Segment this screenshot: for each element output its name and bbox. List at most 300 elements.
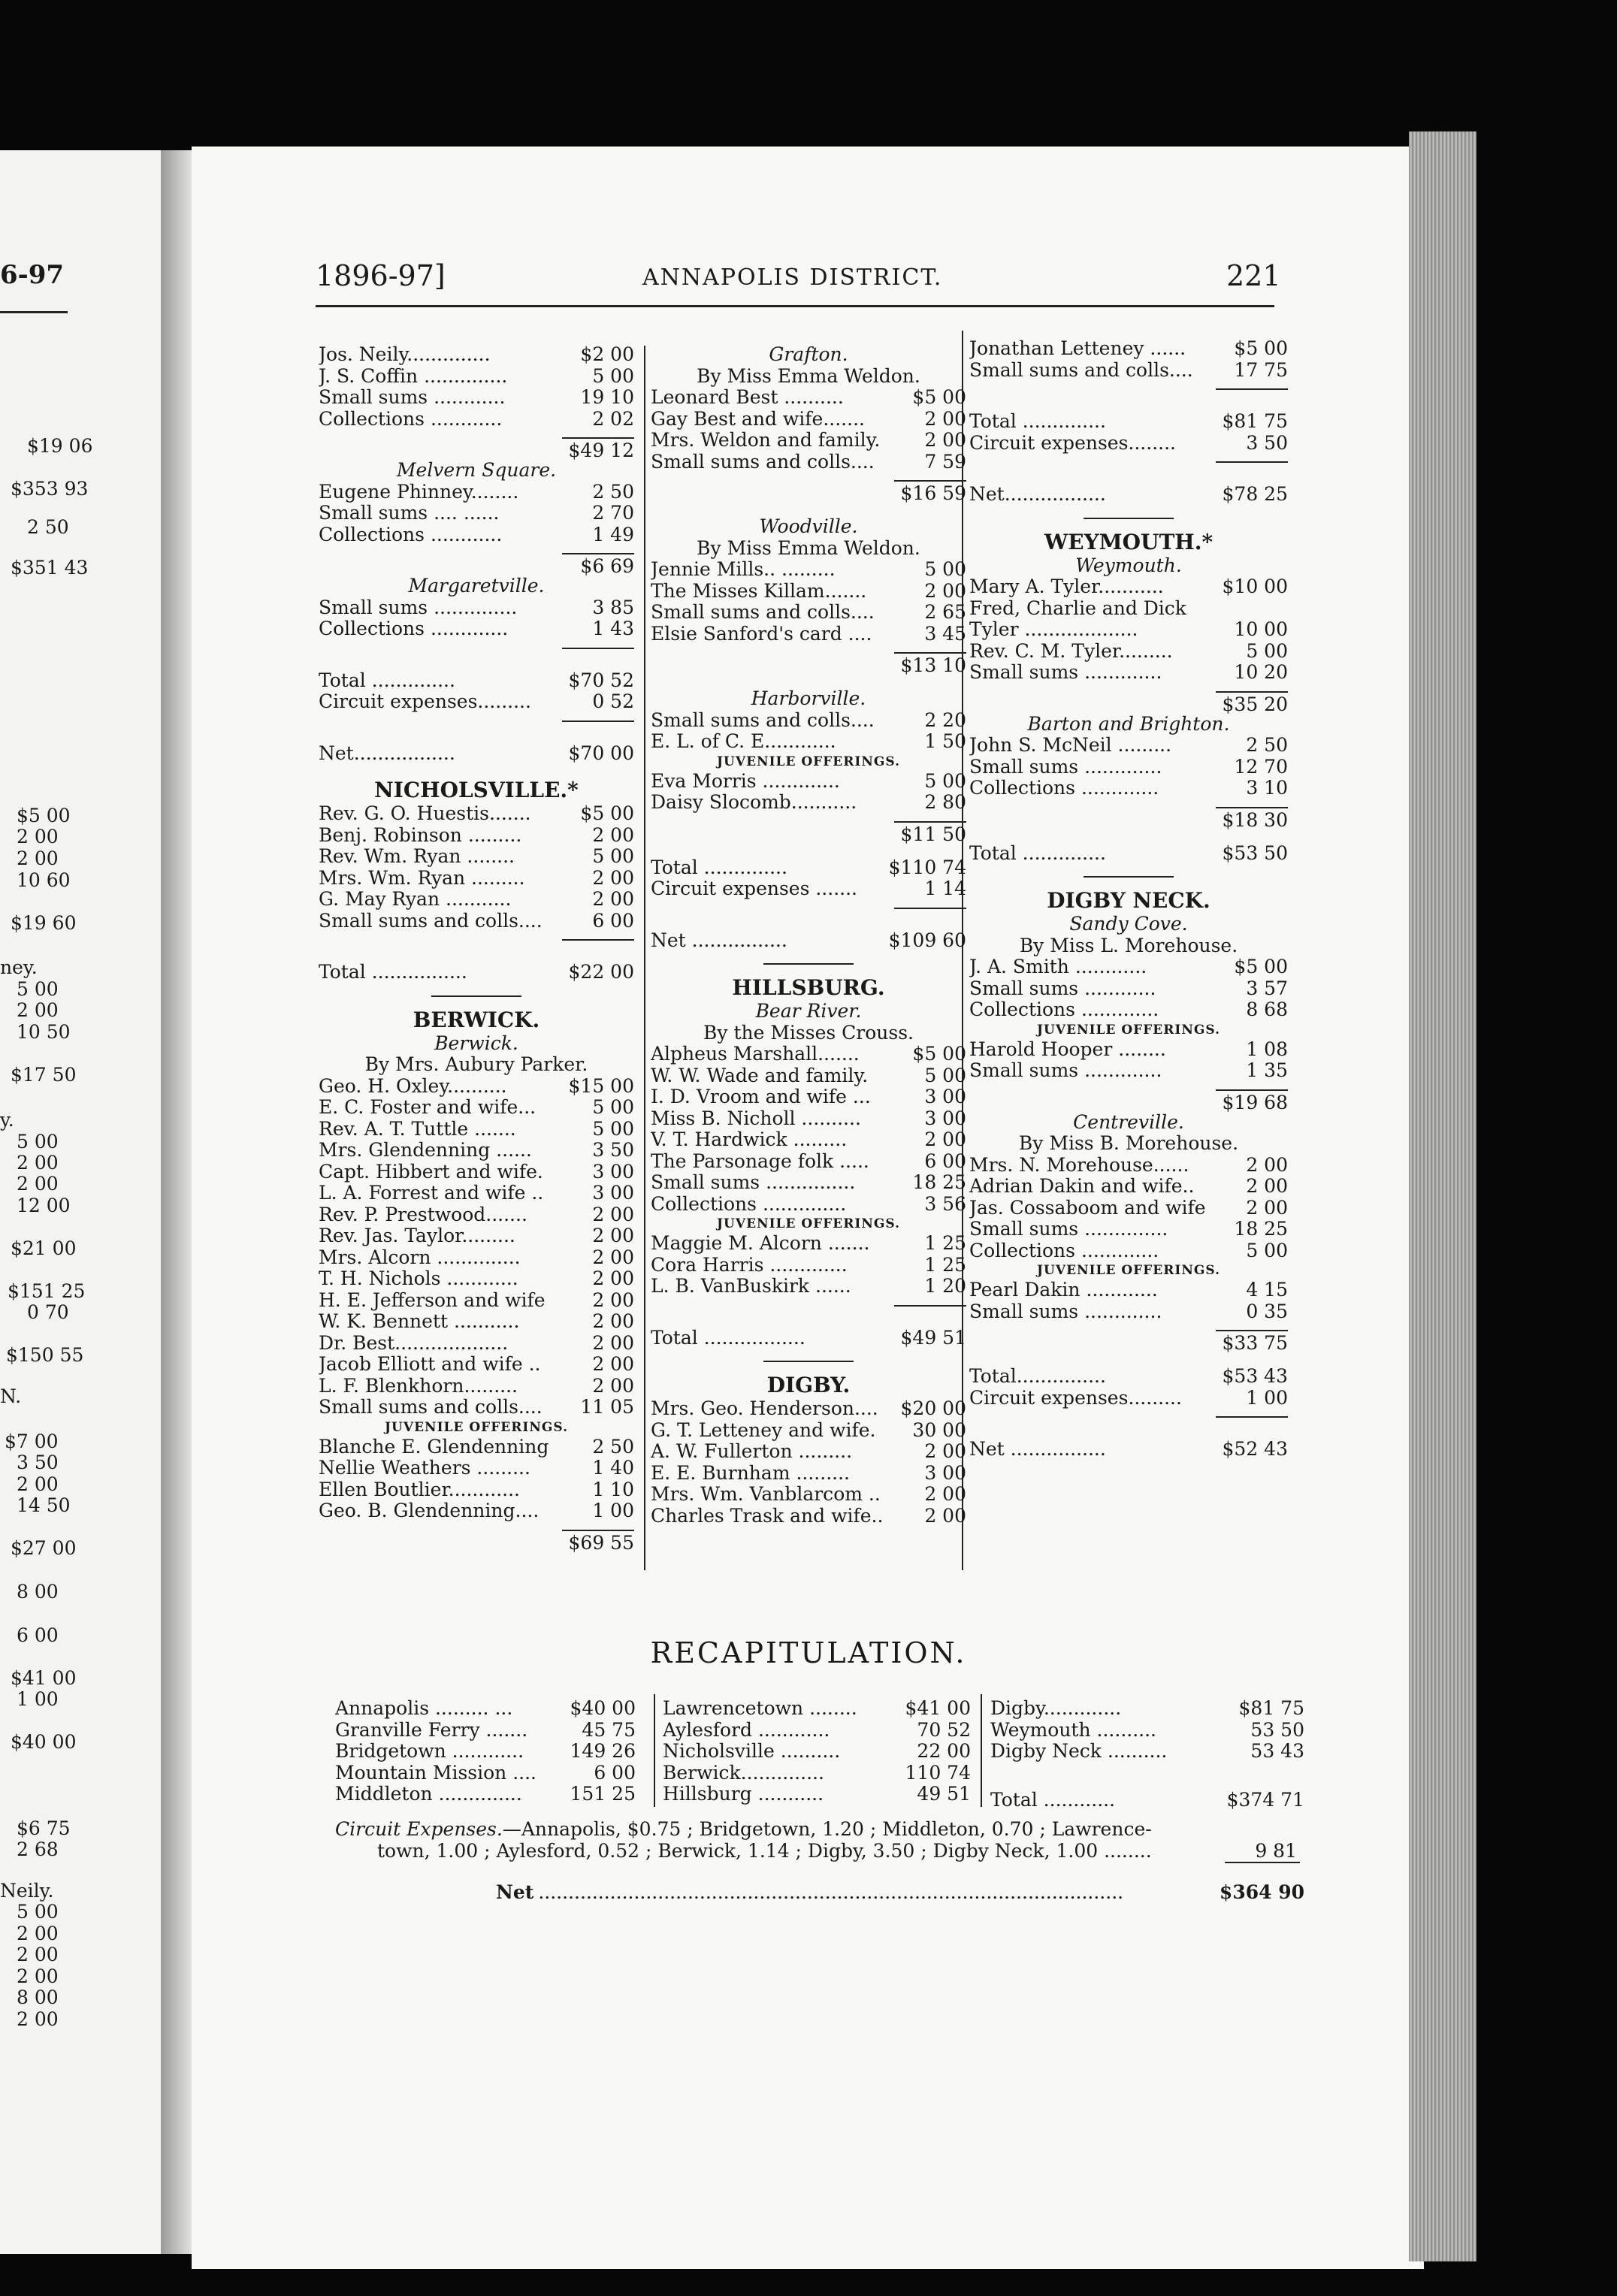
entry-row: [969, 641, 1288, 663]
subtotal-amount: [894, 908, 966, 930]
recap-row: [335, 1763, 636, 1784]
collector-line: By Miss L. Morehouse.: [1019, 934, 1238, 956]
entry-label: Mrs. Geo. Henderson....: [651, 1398, 878, 1419]
entry-row: [969, 735, 1288, 757]
entry-amount: 2 00: [592, 1374, 634, 1397]
entry-label: W. W. Wade and family.: [651, 1065, 869, 1086]
subtotal: [319, 932, 634, 962]
entry-amount: 2 00: [592, 888, 634, 910]
entry-amount: 1 20: [924, 1275, 966, 1297]
entry-label: Net.................: [969, 484, 1106, 505]
entry-label: Mrs. Weldon and family.: [651, 430, 881, 451]
entry-amount: $81 75: [1222, 410, 1288, 432]
recap-label: Bridgetown ............: [335, 1741, 524, 1762]
entry-row: [319, 387, 634, 409]
entry-label: Total...............: [969, 1366, 1106, 1387]
entry-row: [969, 338, 1288, 360]
left-page-line: $21 00: [11, 1237, 77, 1259]
spacer: [969, 1352, 1288, 1366]
entry-label: Total ................: [319, 962, 467, 983]
entry-label: Rev. C. M. Tyler.........: [969, 640, 1173, 662]
circuit-heading: BERWICK.: [413, 1007, 540, 1032]
subtotal-amount: [1216, 388, 1288, 411]
entry-row: [969, 978, 1288, 1000]
entry-amount: $5 00: [580, 802, 634, 824]
subtotal-amount: $11 50: [894, 821, 966, 844]
subtotal: [651, 645, 966, 675]
entry-label: Circuit expenses.........: [319, 691, 531, 712]
entry-amount: 2 00: [592, 1267, 634, 1289]
left-page-rule: [0, 311, 68, 313]
entry-amount: 1 49: [592, 523, 634, 545]
left-page-line: $5 00: [17, 805, 71, 826]
circuit-expenses-text-2: town, 1.00 ; Aylesford, 0.52 ; Berwick, 1.14 ; Digby, 3.50 ; Digby Neck, 1.00 ........: [377, 1840, 1152, 1862]
entry-amount: 2 00: [924, 429, 966, 451]
subtotal-amount: [562, 648, 634, 670]
entry-amount: $52 43: [1222, 1438, 1288, 1460]
recap-label: Berwick..............: [663, 1762, 824, 1784]
entry-amount: 3 00: [924, 1107, 966, 1129]
entry-label: Collections ............: [319, 408, 503, 430]
entry-label: Cora Harris .............: [651, 1254, 848, 1276]
entry-label: Small sums .............: [969, 1060, 1162, 1081]
entry-label: Small sums and colls....: [651, 602, 875, 623]
entry-amount: 5 00: [592, 845, 634, 867]
entry-amount: $53 43: [1222, 1365, 1288, 1387]
left-page-line: 1 00: [17, 1688, 59, 1710]
entry-label: Alpheus Marshall.......: [651, 1044, 860, 1065]
left-page-line: 3 50: [17, 1452, 59, 1473]
entry-amount: 2 00: [924, 1440, 966, 1462]
entry-row: [969, 1155, 1288, 1177]
circuit-heading: DIGBY.: [766, 1373, 851, 1397]
entry-amount: 0 52: [592, 690, 634, 712]
entry-label: Eva Morris .............: [651, 770, 840, 792]
entry-label: Small sums .............: [969, 1301, 1162, 1322]
spacer: [651, 503, 966, 516]
recap-title: RECAPITULATION.: [650, 1636, 967, 1669]
entry-amount: 1 43: [592, 618, 634, 639]
column-3: [969, 338, 1288, 1461]
entry-amount: 2 00: [592, 1225, 634, 1246]
entry-label: Circuit expenses .......: [651, 878, 857, 899]
entry-row: [969, 1219, 1288, 1240]
entry-amount: 2 00: [924, 407, 966, 430]
subtotal-amount: $19 68: [1216, 1089, 1288, 1112]
entry-label: Collections .............: [319, 618, 509, 639]
location-heading: Sandy Cove.: [1069, 913, 1188, 935]
left-page-line: 2 00: [17, 1965, 59, 1987]
recap-column-1: [335, 1698, 636, 1805]
recap-row: [990, 1790, 1304, 1811]
entry-row: [319, 1354, 634, 1376]
entry-row: [319, 911, 634, 932]
entry-amount: 2 70: [592, 502, 634, 524]
circuit-expenses: [335, 1818, 1297, 1862]
recap-amount: 49 51: [917, 1783, 971, 1805]
entry-amount: $20 00: [900, 1397, 966, 1419]
entry-amount: 4 15: [1246, 1279, 1288, 1301]
entry-row: [969, 360, 1288, 382]
entry-row: [969, 619, 1288, 641]
entry-label: Adrian Dakin and wife..: [969, 1176, 1195, 1197]
recap-label: Aylesford ............: [663, 1719, 830, 1741]
subtotal: [319, 545, 634, 576]
entry-row: [969, 778, 1288, 799]
juvenile-offerings-label: JUVENILE OFFERINGS.: [1037, 1263, 1220, 1278]
collector-line: By Mrs. Aubury Parker.: [364, 1053, 588, 1075]
left-page-line: 6 00: [17, 1624, 59, 1646]
recap-row: [663, 1741, 971, 1763]
column-1: [319, 344, 634, 1552]
entry-row: [651, 1172, 966, 1194]
left-page-line: $19 60: [11, 912, 77, 934]
collector-line: By Miss B. Morehouse.: [1018, 1132, 1239, 1154]
recap-row: [990, 1763, 1304, 1784]
subtotal-amount: [562, 721, 634, 743]
circuit-heading: HILLSBURG.: [732, 975, 885, 1000]
circuit-expenses-text: —Annapolis, $0.75 ; Bridgetown, 1.20 ; Middleton, 0.70 ; Lawrence-: [502, 1818, 1152, 1840]
left-page-line: 2 00: [17, 826, 59, 847]
entry-amount: 5 00: [924, 558, 966, 580]
entry-label: E. E. Burnham .........: [651, 1462, 850, 1484]
entry-amount: 3 00: [592, 1160, 634, 1183]
section-separator: [1084, 518, 1174, 519]
entry-row: [651, 1194, 966, 1216]
entry-label: Rev. G. O. Huestis.......: [319, 803, 531, 824]
subtotal-amount: $49 12: [562, 437, 634, 460]
entry-row: [319, 618, 634, 640]
entry-label: I. D. Vroom and wife ...: [651, 1086, 871, 1107]
entry-row: [969, 1439, 1288, 1461]
entry-label: Miss B. Nicholl ..........: [651, 1107, 861, 1129]
entry-label: Mrs. Wm. Vanblarcom ..: [651, 1484, 881, 1505]
recap-amount: $41 00: [905, 1697, 971, 1719]
entry-row: [969, 433, 1288, 455]
entry-row: [319, 503, 634, 524]
entry-amount: 1 10: [592, 1478, 634, 1500]
entry-row: [651, 710, 966, 732]
collector-line: By Miss Emma Weldon.: [697, 536, 920, 559]
collector-line: By Miss Emma Weldon.: [697, 364, 920, 387]
entry-amount: $5 00: [912, 386, 966, 408]
recap-amount: 22 00: [917, 1740, 971, 1762]
spacer: [651, 675, 966, 688]
entry-row: [651, 771, 966, 793]
location-heading: Harborville.: [751, 687, 866, 709]
entry-amount: 3 50: [1246, 431, 1288, 454]
column-divider-1: [644, 346, 645, 1570]
entry-amount: 5 00: [924, 769, 966, 792]
subtotal-amount: [1216, 461, 1288, 484]
recap-row: [335, 1720, 636, 1742]
recap-label: Total ............: [990, 1790, 1116, 1811]
entry-row: [319, 482, 634, 503]
entry-label: Small sums and colls....: [319, 910, 543, 932]
subtotal-amount: $16 59: [894, 480, 966, 503]
entry-amount: 1 40: [592, 1457, 634, 1479]
entry-row: [651, 1463, 966, 1485]
subtotal-amount: [562, 939, 634, 962]
entry-amount: 10 20: [1234, 661, 1288, 683]
entry-amount: 6 00: [592, 909, 634, 932]
entry-amount: 3 10: [1246, 777, 1288, 799]
recap-row: [663, 1698, 971, 1720]
entry-row: [319, 846, 634, 868]
entry-amount: 2 80: [924, 791, 966, 813]
entry-row: [651, 731, 966, 753]
left-page-line: $27 00: [11, 1537, 77, 1559]
circuit-heading: NICHOLSVILLE.*: [374, 778, 579, 802]
subtotal: [969, 1082, 1288, 1112]
entry-amount: 2 00: [1246, 1175, 1288, 1197]
left-page-line: 5 00: [17, 1131, 59, 1153]
entry-label: L. A. Forrest and wife ..: [319, 1183, 544, 1204]
left-page-line: 8 00: [17, 1986, 59, 2008]
entry-label: Small sums and colls....: [651, 451, 875, 473]
recap-row: [663, 1720, 971, 1742]
entry-amount: $15 00: [568, 1074, 634, 1097]
subtotal: [319, 1522, 634, 1552]
recap-divider-2: [981, 1694, 982, 1807]
entry-amount: 11 05: [580, 1396, 634, 1418]
left-page-line: $6 75: [17, 1817, 71, 1839]
entry-row: [969, 843, 1288, 865]
entry-label: Fred, Charlie and Dick: [969, 597, 1186, 619]
location-heading: Woodville.: [759, 515, 858, 537]
entry-row: [651, 1151, 966, 1173]
net-dots: ..................................................................................................: [538, 1881, 1124, 1903]
left-page-line: $7 00: [5, 1430, 59, 1452]
entry-amount: 1 08: [1246, 1038, 1288, 1060]
page-number: 221: [1226, 259, 1281, 292]
entry-row: [319, 366, 634, 388]
recap-divider-1: [654, 1694, 655, 1807]
subtotal: [969, 1409, 1288, 1439]
left-page-line: $17 50: [11, 1064, 77, 1086]
subtotal-amount: $35 20: [1216, 691, 1288, 714]
entry-amount: 3 00: [924, 1086, 966, 1107]
entry-amount: 2 65: [924, 601, 966, 623]
section-separator: [431, 995, 521, 997]
circuit-expenses-total: 9 81: [1255, 1840, 1297, 1862]
entry-row: [319, 803, 634, 825]
entry-row: [651, 878, 966, 900]
entry-amount: 3 45: [924, 622, 966, 645]
entry-label: Circuit expenses.........: [969, 1387, 1182, 1409]
recap-amount: 45 75: [582, 1718, 636, 1741]
entry-label: Benj. Robinson .........: [319, 824, 522, 846]
entry-amount: $110 74: [888, 856, 966, 878]
entry-amount: $70 52: [568, 669, 634, 691]
entry-amount: 2 50: [1246, 734, 1288, 756]
entry-amount: $78 25: [1222, 483, 1288, 505]
entry-row: [319, 889, 634, 911]
net-value: $364 90: [1219, 1881, 1304, 1903]
recap-label: Lawrencetown ........: [663, 1698, 857, 1719]
entry-row: [651, 1065, 966, 1087]
entry-row: [651, 792, 966, 814]
recap-amount: 149 26: [570, 1740, 636, 1762]
entry-amount: 3 56: [924, 1192, 966, 1215]
circuit-heading: DIGBY NECK.: [1047, 888, 1210, 913]
entry-label: Total .................: [651, 1327, 805, 1349]
entry-row: [969, 484, 1288, 506]
entry-amount: 2 20: [924, 708, 966, 731]
entry-row: [319, 825, 634, 847]
entry-label: Collections .............: [969, 999, 1159, 1020]
recap-row: [335, 1741, 636, 1763]
entry-label: Collections .............: [969, 1240, 1159, 1261]
subtotal-amount: [1216, 1416, 1288, 1439]
entry-amount: 2 50: [592, 1435, 634, 1458]
section-separator: [1084, 876, 1174, 878]
entry-row: [319, 1333, 634, 1355]
recap-row: [990, 1698, 1304, 1720]
entry-label: Circuit expenses........: [969, 432, 1176, 454]
entry-label: Mrs. Alcorn ..............: [319, 1246, 521, 1268]
location-heading: Berwick.: [434, 1032, 518, 1054]
entry-label: Small sums ...............: [651, 1172, 856, 1193]
entry-label: Total ..............: [319, 669, 455, 691]
entry-row: [319, 1076, 634, 1098]
entry-label: Dr. Best...................: [319, 1332, 509, 1354]
entry-row: [651, 1420, 966, 1442]
entry-amount: 3 57: [1246, 977, 1288, 999]
entry-label: Net ................: [651, 929, 787, 951]
entry-amount: $53 50: [1222, 841, 1288, 864]
entry-label: Small sums .............: [969, 756, 1162, 778]
left-page-line: $19 06: [27, 435, 93, 457]
entry-row: [969, 662, 1288, 684]
recap-amount: 151 25: [570, 1783, 636, 1805]
entry-label: Rev. P. Prestwood.......: [319, 1204, 527, 1225]
left-page-line: 5 00: [17, 1901, 59, 1923]
entry-amount: 6 00: [924, 1150, 966, 1172]
entry-row: [319, 344, 634, 366]
entry-amount: 1 00: [1246, 1386, 1288, 1409]
location-heading: Margaretville.: [408, 575, 545, 597]
entry-label: Rev. Wm. Ryan ........: [319, 846, 515, 867]
recap-row: [990, 1741, 1304, 1763]
recap-amount: $81 75: [1238, 1697, 1304, 1719]
subtotal-amount: $18 30: [1216, 807, 1288, 829]
entry-amount: $5 00: [1234, 337, 1288, 359]
entry-row: [651, 1108, 966, 1130]
subtotal-amount: $69 55: [562, 1530, 634, 1552]
entry-label: Mrs. Wm. Ryan .........: [319, 867, 525, 889]
entry-row: [651, 581, 966, 603]
entry-label: Ellen Boutlier............: [319, 1479, 521, 1500]
recap-label: Mountain Mission ....: [335, 1762, 536, 1784]
column-2: [651, 344, 966, 1527]
recap-label: Annapolis ......... ...: [335, 1698, 513, 1719]
entry-row: [319, 691, 634, 713]
left-page-line: $40 00: [11, 1731, 77, 1753]
entry-label: Net ................: [969, 1439, 1106, 1460]
left-page-line: $353 93: [11, 478, 89, 500]
entry-row: [319, 1119, 634, 1140]
entry-label: Small sums .............: [969, 662, 1162, 683]
entry-amount: 2 00: [592, 1310, 634, 1332]
recap-column-2: [663, 1698, 971, 1805]
entry-label: Geo. B. Glendenning....: [319, 1500, 540, 1521]
entry-amount: 2 00: [924, 579, 966, 602]
juvenile-offerings-label: JUVENILE OFFERINGS.: [717, 1216, 900, 1231]
location-heading: Melvern Square.: [396, 459, 557, 481]
entry-label: G. T. Letteney and wife.: [651, 1419, 876, 1441]
recap-label: Hillsburg ...........: [663, 1784, 824, 1805]
entry-label: V. T. Hardwick .........: [651, 1129, 848, 1150]
entry-row: [319, 1458, 634, 1479]
entry-label: J. S. Coffin ..............: [319, 365, 508, 387]
entry-label: The Misses Killam.......: [651, 580, 867, 602]
net-label: Net: [496, 1881, 534, 1903]
entry-label: Small sums ..............: [969, 1219, 1168, 1240]
recap-amount: 6 00: [594, 1761, 636, 1784]
entry-row: [319, 1397, 634, 1418]
entry-amount: 3 00: [592, 1182, 634, 1204]
entry-amount: 5 00: [924, 1064, 966, 1086]
entry-label: Mrs. N. Morehouse......: [969, 1154, 1189, 1176]
entry-row: [969, 411, 1288, 433]
entry-row: [969, 956, 1288, 978]
entry-label: Small sums and colls....: [319, 1397, 543, 1418]
entry-label: Collections ..............: [651, 1193, 847, 1215]
entry-row: [969, 1388, 1288, 1409]
entry-row: [651, 1129, 966, 1151]
left-page-line: 5 00: [17, 978, 59, 1000]
entry-label: Leonard Best ..........: [651, 387, 844, 408]
entry-amount: 0 35: [1246, 1300, 1288, 1322]
entry-row: [319, 670, 634, 692]
page-title: ANNAPOLIS DISTRICT.: [642, 264, 943, 291]
entry-label: H. E. Jefferson and wife: [319, 1289, 546, 1311]
recap-label: Digby Neck ..........: [990, 1741, 1168, 1762]
entry-label: Jas. Cossaboom and wife: [969, 1197, 1206, 1219]
recap-label: Digby.............: [990, 1698, 1122, 1719]
entry-amount: 2 02: [592, 407, 634, 430]
subtotal: [319, 713, 634, 743]
subtotal: [651, 1298, 966, 1328]
entry-row: [319, 1204, 634, 1226]
entry-amount: 2 00: [592, 1203, 634, 1225]
recap-row: [663, 1763, 971, 1784]
recap-label: Middleton ..............: [335, 1784, 522, 1805]
entry-amount: $109 60: [888, 929, 966, 951]
entry-amount: 2 00: [1246, 1196, 1288, 1219]
subtotal: [651, 900, 966, 930]
entry-label: Blanche E. Glendenning: [319, 1436, 549, 1458]
entry-label: G. May Ryan ...........: [319, 889, 512, 910]
entry-row: [969, 1301, 1288, 1323]
location-heading: Weymouth.: [1075, 554, 1182, 576]
entry-label: Tyler ...................: [969, 619, 1138, 640]
left-page-line: 2 00: [17, 1923, 59, 1944]
entry-label: Total ..............: [969, 842, 1106, 864]
entry-amount: 3 85: [592, 596, 634, 618]
entry-label: Harold Hooper ........: [969, 1038, 1166, 1060]
entry-amount: 1 25: [924, 1253, 966, 1276]
entry-row: [319, 409, 634, 430]
entry-label: Maggie M. Alcorn .......: [651, 1233, 870, 1254]
entry-amount: 2 00: [592, 866, 634, 889]
left-page-line: ney.: [0, 956, 38, 978]
section-separator: [763, 1361, 854, 1362]
entry-row: [319, 743, 634, 765]
entry-row: [319, 1247, 634, 1269]
entry-amount: 30 00: [912, 1418, 966, 1441]
